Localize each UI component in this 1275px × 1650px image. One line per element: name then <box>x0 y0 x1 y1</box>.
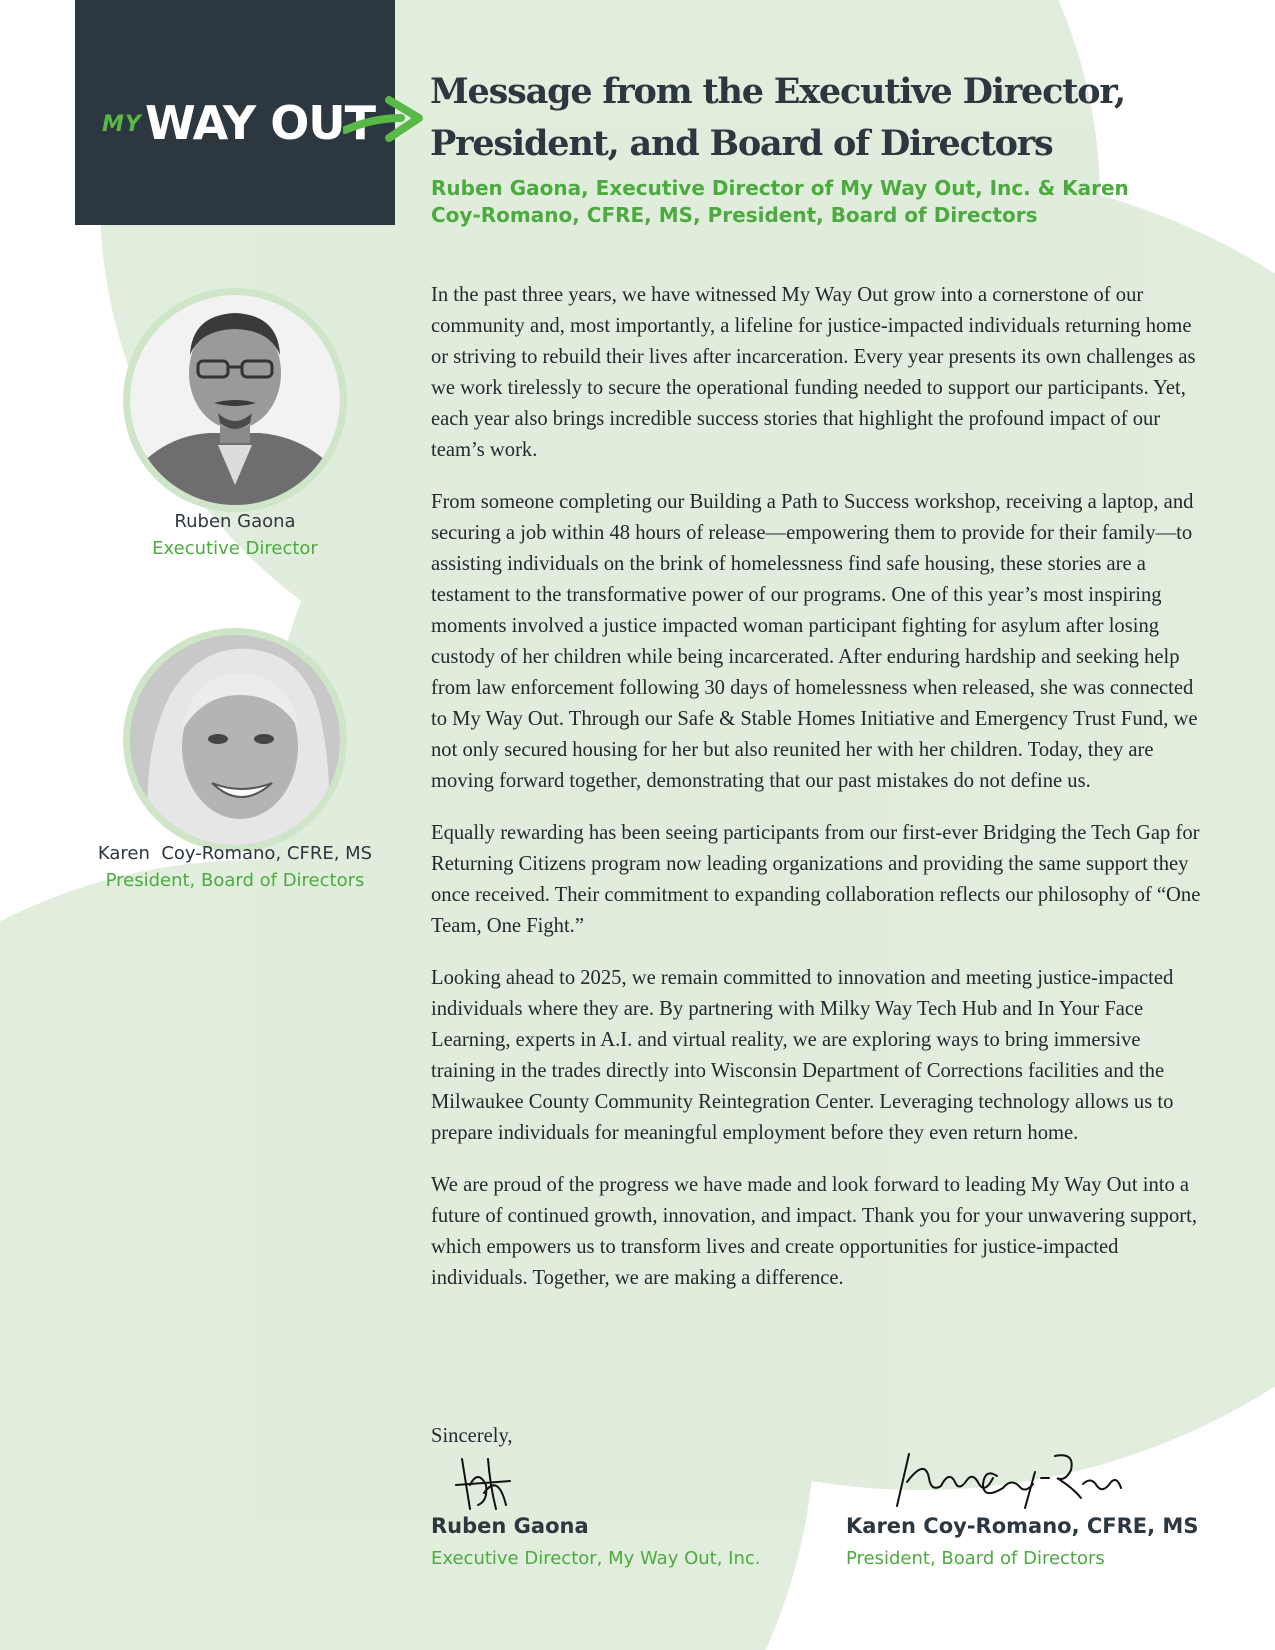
closing-salutation: Sincerely, <box>431 1425 513 1447</box>
logo-arrow-icon <box>343 92 423 148</box>
photo-ruben-gaona <box>123 288 347 512</box>
signature-name: Ruben Gaona <box>431 1514 589 1538</box>
person-name: Ruben Gaona <box>174 511 296 532</box>
title-line-2: President, and Board of Directors <box>430 123 1053 164</box>
signature-ruben-image <box>448 1455 518 1515</box>
person-caption-ruben <box>100 508 370 562</box>
paragraph: Looking ahead to 2025, we remain committed to innovation and meeting justice-impacted individuals where they are. By partnering with Milky Way Tech Hub and In Your Face Learning, experts in A.I. and virtual reality, we are exploring ways to bring immersive training in the trades directly into Wisconsin Department of Corrections facilities and the Milwaukee County Community Reintegration Center. Leveraging technology allows us to prepare individuals for meaningful employment before they even return home. <box>431 967 1174 1144</box>
logo-box <box>75 0 395 225</box>
person-role: President, Board of Directors <box>105 870 365 891</box>
signature-role: Executive Director, My Way Out, Inc. <box>431 1548 761 1569</box>
photo-karen-coy-romano <box>123 628 347 852</box>
logo-wayout-text: WAY OUT <box>145 96 376 150</box>
page-title <box>430 66 1130 170</box>
title-line-1: Message from the Executive Director, <box>430 71 1126 112</box>
page-subtitle <box>431 175 1131 229</box>
paragraph: Equally rewarding has been seeing participants from our first-ever Bridging the Tech Gap for Returning Citizens program now leading organizations and providing the same support they once received. Their commitment to expanding collaboration reflects our philosophy of “One Team, One Fight.” <box>431 822 1201 937</box>
letter-body <box>431 280 1201 1315</box>
paragraph: In the past three years, we have witnessed My Way Out grow into a cornerstone of our community and, most importantly, a lifeline for justice-impacted individuals returning home or striving to rebuild their lives after incarceration. Every year presents its own challenges as we work tirelessly to secure the operational funding needed to support our participants. Yet, each year also brings incredible success stories that highlight the profound impact of our team’s work. <box>431 284 1196 461</box>
signature-role: President, Board of Directors <box>846 1548 1105 1569</box>
person-role: Executive Director <box>152 538 318 559</box>
person-name: Karen Coy-Romano, CFRE, MS <box>97 843 373 864</box>
signature-name: Karen Coy-Romano, CFRE, MS <box>846 1514 1199 1538</box>
paragraph: We are proud of the progress we have made and look forward to leading My Way Out into a future of continued growth, innovation, and impact. Thank you for your unwavering support, which empowers us to transform lives and create opportunities for justice-impacted individuals. Together, we are making a difference. <box>431 1174 1198 1289</box>
subtitle-line-1: Ruben Gaona, Executive Director of My Way Out, Inc. & Karen <box>431 176 1129 200</box>
paragraph: From someone completing our Building a Path to Success workshop, receiving a laptop, and securing a job within 48 hours of release—empowering them to provide for their family—to assisting individuals on the brink of homelessness find safe housing, these stories are a testament to the transformative power of our programs. One of this year’s most inspiring moments involved a justice impacted woman participant fighting for asylum after losing custody of her children while being incarcerated. After enduring hardship and seeking help from law enforcement following 30 days of homelessness when released, she was connected to My Way Out. Through our Safe & Stable Homes Initiative and Emergency Trust Fund, we not only secured housing for her but also reunited her with her children. Today, they are moving forward together, demonstrating that our past mistakes do not define us. <box>431 491 1198 792</box>
signature-karen-image <box>885 1448 1125 1518</box>
subtitle-line-2: Coy-Romano, CFRE, MS, President, Board of Directors <box>431 203 1038 227</box>
person-caption-karen <box>70 840 400 894</box>
logo-my-text: MY <box>102 112 142 137</box>
